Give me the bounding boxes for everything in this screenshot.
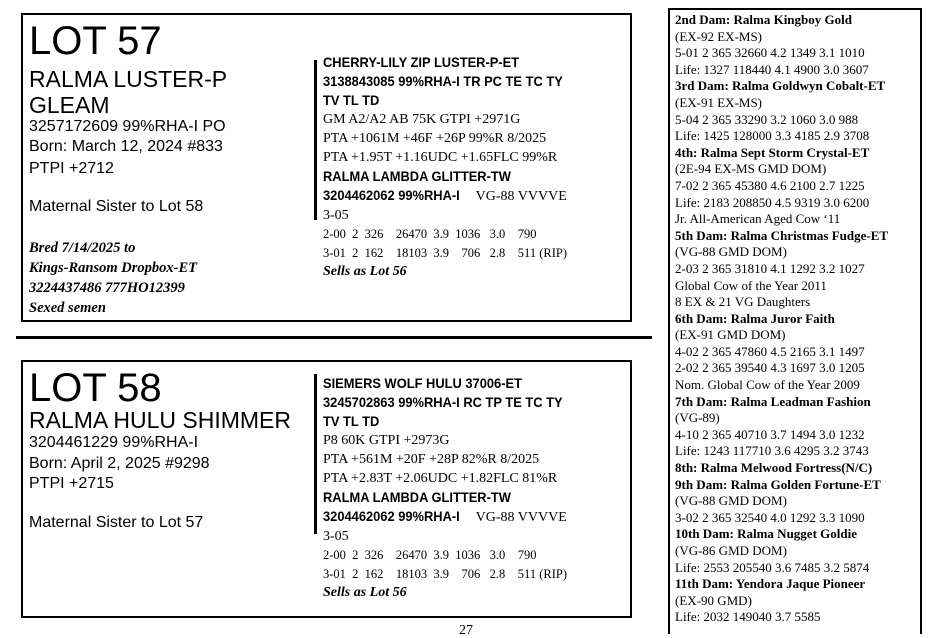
pedigree-line: (VG-88 GMD DOM) [675, 244, 787, 260]
pedigree-line: (VG-89) [675, 410, 720, 426]
pedigree-line: 2-03 2 365 31810 4.1 1292 3.2 1027 [675, 260, 865, 276]
lot-57-sells-as: Sells as Lot 56 [323, 264, 407, 279]
lot-57-maternal: Maternal Sister to Lot 58 [29, 198, 204, 215]
lot-57-dam-reg: 3204462062 99%RHA-I [323, 187, 460, 203]
lot-58-ptpi: PTPI +2715 [29, 475, 114, 492]
pedigree-line: Nom. Global Cow of the Year 2009 [675, 377, 860, 393]
lot-57-record: 3-01 2 162 18103 3.9 706 2.8 511 (RIP) [323, 245, 567, 260]
pedigree-line: 6th Dam: Ralma Juror Faith [675, 310, 835, 326]
lot-57-breeding-info [29, 238, 197, 318]
pedigree-line: Life: 2032 149040 3.7 5585 [675, 609, 821, 625]
lot-57-pedigree-block [323, 53, 584, 281]
lot-58-title: LOT 58 [29, 366, 162, 410]
pedigree-line: (EX-91 EX-MS) [675, 94, 763, 110]
lot-58-divider [314, 374, 317, 534]
pedigree-line: 5-04 2 365 33290 3.2 1060 3.0 988 [675, 111, 859, 127]
pedigree-line: (VG-86 GMD DOM) [675, 543, 787, 558]
lot-57-divider [314, 60, 317, 220]
pedigree-line: (EX-90 GMD) [675, 592, 752, 608]
lot-58-born: Born: April 2, 2025 #9298 [29, 455, 210, 472]
lot-58-card [21, 360, 632, 618]
lot-57-name-line1: RALMA LUSTER-P [29, 66, 228, 92]
lot-57-dam-name: RALMA LAMBDA GLITTER-TW [323, 168, 511, 184]
lot-58-registration: 3204461229 99%RHA-I [29, 434, 199, 451]
pedigree-line: 10th Dam: Ralma Nugget Goldie [675, 526, 857, 542]
pedigree-line: 7th Dam: Ralma Leadman Fashion [675, 393, 871, 409]
lot-58-dam-reg-row [323, 507, 583, 527]
pedigree-line: (2E-94 EX-MS GMD DOM) [675, 161, 827, 177]
pedigree-line: Jr. All-American Aged Cow ‘11 [675, 211, 841, 227]
lot-57-born: Born: March 12, 2024 #833 [29, 138, 223, 155]
lot-57-record: 2-00 2 326 26470 3.9 1036 3.0 790 [323, 227, 537, 241]
lot-58-dam-class: VG-88 VVVVE [475, 510, 567, 525]
page-number: 27 [459, 623, 473, 638]
lot-58-sire-reg: 3245702863 99%RHA-I RC TP TE TC TY [323, 394, 563, 410]
lot-58-sire-name: SIEMERS WOLF HULU 37006-ET [323, 375, 522, 391]
bred-line: Sexed semen [29, 300, 106, 316]
lot-57-sire-reg-cont: TV TL TD [323, 92, 380, 108]
pedigree-line: 8 EX & 21 VG Daughters [675, 294, 811, 310]
lot-58-sire-info: P8 60K GTPI +2973G [323, 433, 450, 448]
bred-line: Kings-Ransom Dropbox-ET [29, 260, 197, 276]
bred-line: 3224437486 777HO12399 [29, 280, 185, 296]
lot-57-sire-info: GM A2/A2 AB 75K GTPI +2971G [323, 112, 521, 127]
pedigree-line: Life: 1327 118440 4.1 4900 3.0 3607 [675, 61, 869, 77]
lot-57-name-line2: GLEAM [29, 92, 110, 118]
lot-57-dam-reg-row [323, 186, 584, 206]
lot-58-sire-info: PTA +2.83T +2.06UDC +1.82FLC 81%R [323, 471, 558, 486]
pedigree-line: 4th: Ralma Sept Storm Crystal-ET [675, 144, 870, 160]
lot-57-ptpi: PTPI +2712 [29, 160, 114, 177]
lot-58-name: RALMA HULU SHIMMER [29, 407, 291, 433]
lot-58-dam-name: RALMA LAMBDA GLITTER-TW [323, 489, 511, 505]
pedigree-line: 4-02 2 365 47860 4.5 2165 3.1 1497 [675, 343, 865, 359]
bred-line: Bred 7/14/2025 to [29, 240, 136, 256]
lot-57-dam-class: VG-88 VVVVE [475, 189, 567, 204]
pedigree-line: 3-02 2 365 32540 4.0 1292 3.3 1090 [675, 509, 865, 525]
lot-58-pedigree-block [323, 374, 583, 602]
lot-58-sire-info: PTA +561M +20F +28P 82%R 8/2025 [323, 452, 540, 467]
lot-57-sire-info: PTA +1061M +46F +26P 99%R 8/2025 [323, 131, 547, 146]
pedigree-line: 7-02 2 365 45380 4.6 2100 2.7 1225 [675, 177, 865, 193]
lot-58-dam-sub: 3-05 [323, 529, 349, 544]
lot-58-dam-reg: 3204462062 99%RHA-I [323, 508, 460, 524]
lot-57-sire-info: PTA +1.95T +1.16UDC +1.65FLC 99%R [323, 150, 558, 165]
pedigree-line: 5th Dam: Ralma Christmas Fudge-ET [675, 227, 889, 243]
lot-57-sire-name: CHERRY-LILY ZIP LUSTER-P-ET [323, 54, 520, 70]
lot-57-title: LOT 57 [29, 19, 162, 63]
lot-57-sire-reg: 3138843085 99%RHA-I TR PC TE TC TY [323, 73, 563, 89]
lot-57-dam-sub: 3-05 [323, 208, 349, 223]
lot-58-record: 3-01 2 162 18103 3.9 706 2.8 511 (RIP) [323, 566, 567, 581]
pedigree-line: (EX-91 GMD DOM) [675, 327, 786, 343]
pedigree-line: Life: 1425 128000 3.3 4185 2.9 3708 [675, 128, 870, 144]
pedigree-line: Global Cow of the Year 2011 [675, 277, 827, 293]
lot-58-record: 2-00 2 326 26470 3.9 1036 3.0 790 [323, 548, 537, 562]
lot-57-card [21, 13, 632, 322]
pedigree-line: 4-10 2 365 40710 3.7 1494 3.0 1232 [675, 426, 865, 442]
pedigree-line: 9th Dam: Ralma Golden Fortune-ET [675, 476, 881, 492]
lot-58-sire-reg-cont: TV TL TD [323, 413, 380, 429]
section-divider [16, 336, 652, 339]
extended-pedigree [668, 8, 922, 634]
pedigree-line: (VG-88 GMD DOM) [675, 493, 787, 509]
pedigree-line: Life: 2553 205540 3.6 7485 3.2 5874 [675, 559, 870, 575]
pedigree-line: Life: 2183 208850 4.5 9319 3.0 6200 [675, 194, 870, 210]
lot-58-sells-as: Sells as Lot 56 [323, 585, 407, 600]
pedigree-line: 2nd Dam: Ralma Kingboy Gold [675, 12, 852, 27]
pedigree-line: Life: 1243 117710 3.6 4295 3.2 3743 [675, 443, 869, 459]
pedigree-line: 8th: Ralma Melwood Fortress(N/C) [675, 460, 873, 476]
lot-58-maternal: Maternal Sister to Lot 57 [29, 514, 204, 531]
pedigree-line: 11th Dam: Yendora Jaque Pioneer [675, 576, 866, 592]
lot-57-registration: 3257172609 99%RHA-I PO [29, 118, 226, 135]
pedigree-line: 2-02 2 365 39540 4.3 1697 3.0 1205 [675, 360, 865, 376]
pedigree-line: 5-01 2 365 32660 4.2 1349 3.1 1010 [675, 45, 865, 61]
pedigree-line: 3rd Dam: Ralma Goldwyn Cobalt-ET [675, 78, 886, 94]
pedigree-line: (EX-92 EX-MS) [675, 28, 763, 44]
